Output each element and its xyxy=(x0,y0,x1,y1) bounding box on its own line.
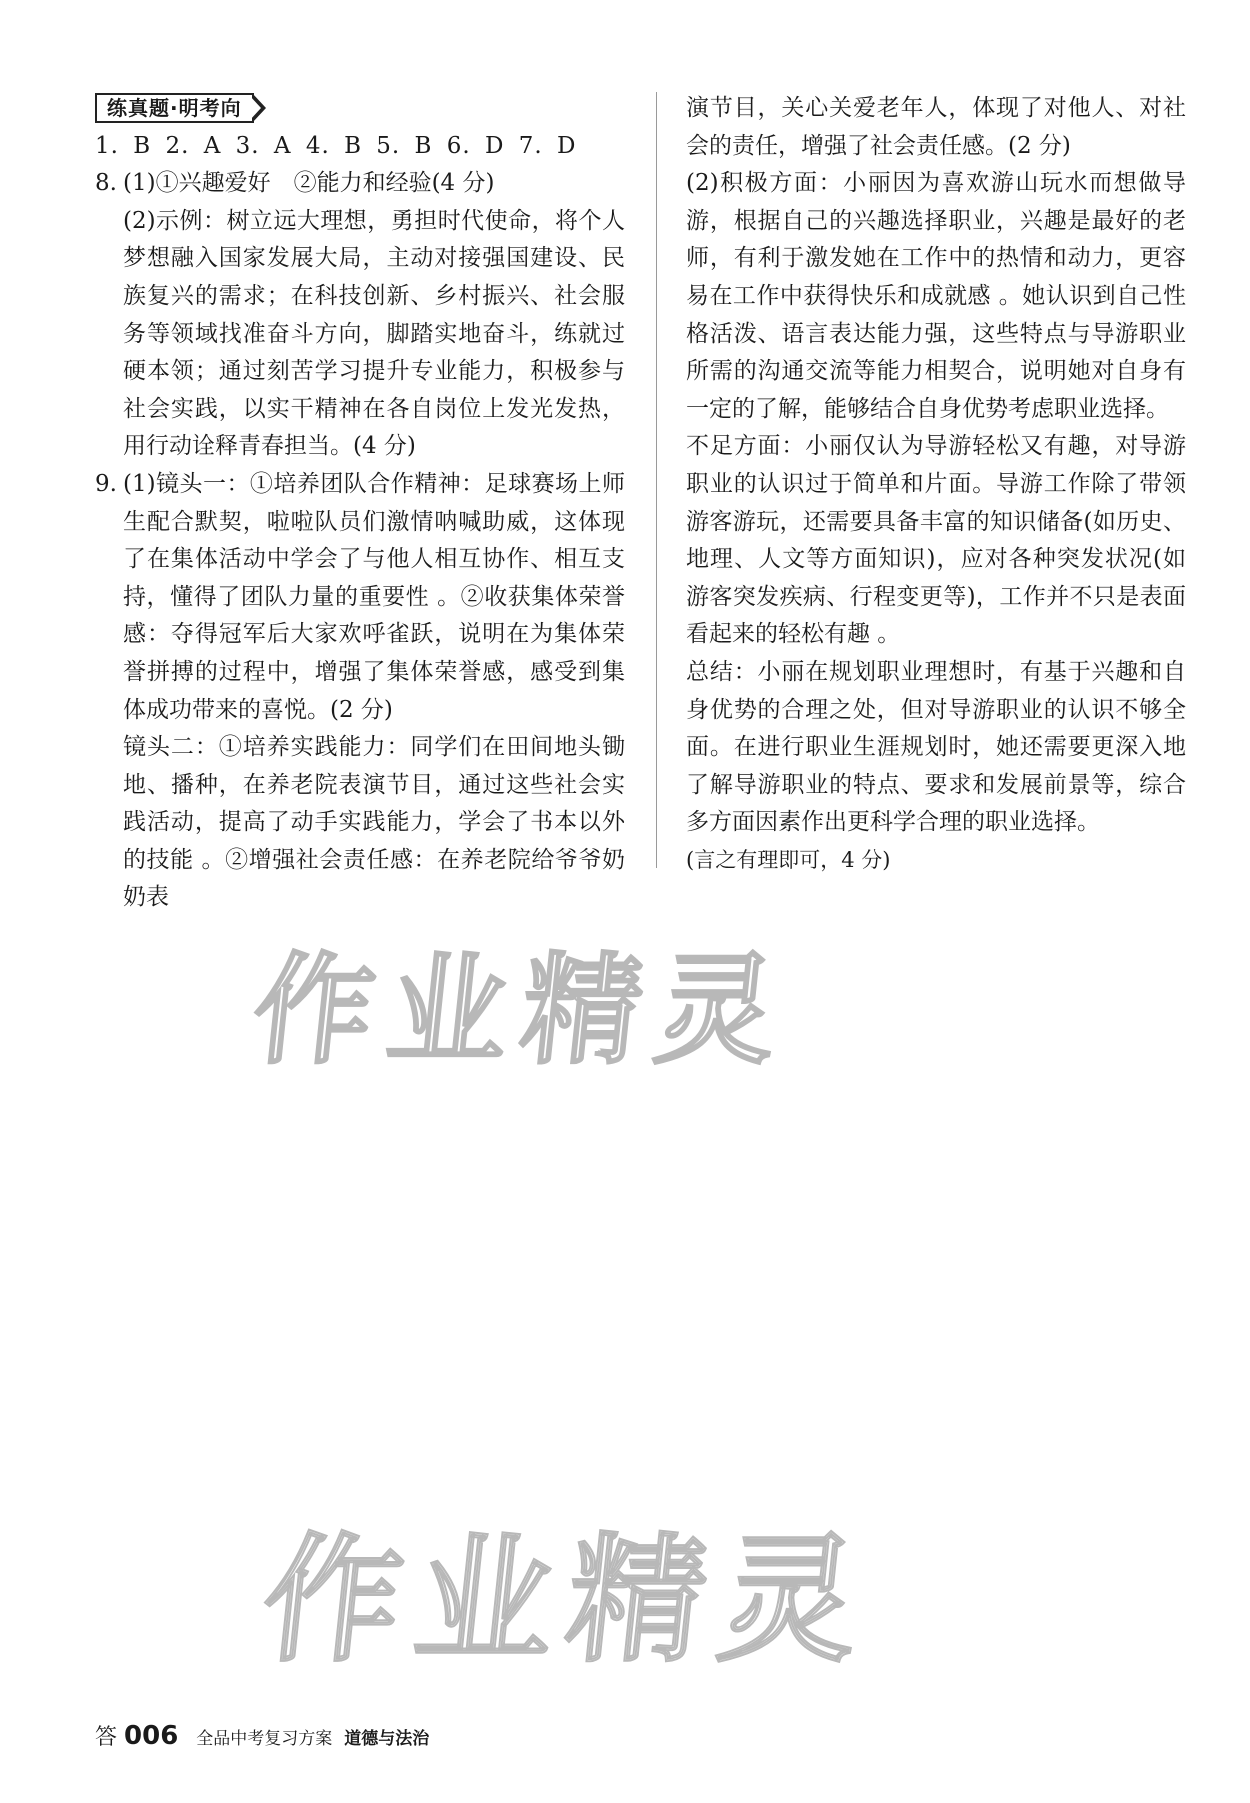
section-header xyxy=(95,93,266,123)
multiple-choice-answers: 1. B 2. A 3. A 4. B 5. B 6. D 7. D xyxy=(95,132,577,159)
q9-scene2-continued: 演节目，关心关爱老年人，体现了对他人、对社会的责任，增强了社会责任感。(2 分) xyxy=(686,95,1186,159)
q9-part2-summary: 总结：小丽在规划职业理想时，有基于兴趣和自身优势的合理之处，但对导游职业的认识不够全面。在进行职业生涯规划时，她还需要更深入地了解导游职业的特点、要求和发展前景等，综合多方面因素作出更科学合理的职业选择。 xyxy=(686,658,1186,836)
q9-part2-positive: (2)积极方面：小丽因为喜欢游山玩水而想做导游，根据自己的兴趣选择职业，兴趣是最好的老师，有利于激发她在工作中的热情和动力，更容易在工作中获得快乐和成就感 。她认识到自己性格活泼、语言表达能力强，这些特点与导游职业所需的沟通交流等能力相契合，说明她对自身有一定的了解，能够结合自身优势考虑职业选择。 xyxy=(686,170,1186,422)
scoring-note: (言之有理即可，4 分) xyxy=(686,847,891,872)
q9-scene2: 镜头二：①培养实践能力：同学们在田间地头锄地、播种，在养老院表演节目，通过这些社会实践活动，提高了动手实践能力，学会了书本以外的技能 。②增强社会责任感：在养老院给爷爷奶奶表 xyxy=(123,734,625,911)
column-divider xyxy=(656,92,657,868)
subject-title: 道德与法治 xyxy=(344,1729,430,1749)
q8-part1: (1)①兴趣爱好 ②能力和经验(4 分) xyxy=(123,170,495,197)
page-number-block xyxy=(95,1720,178,1751)
watermark: 作业精灵 xyxy=(255,1520,881,1681)
page-prefix: 答 xyxy=(95,1725,118,1750)
q9-part2-negative: 不足方面：小丽仅认为导游轻松又有趣，对导游职业的认识过于简单和片面。导游工作除了带领游客游玩，还需要具备丰富的知识储备(如历史、地理、人文等方面知识)，应对各种突发状况(如游客突发疾病、行程变更等)，工作并不只是表面看起来的轻松有趣 。 xyxy=(686,433,1186,648)
q8-part2: (2)示例：树立远大理想，勇担时代使命，将个人梦想融入国家发展大局，主动对接强国建设、民族复兴的需求；在科技创新、乡村振兴、社会服务等领域找准奋斗方向，脚踏实地奋斗，练就过硬本领；通过刻苦学习提升专业能力，积极参与社会实践，以实干精神在各自岗位上发光发热，用行动诠释青春担当。(4 分) xyxy=(123,207,625,460)
watermark: 作业精灵 xyxy=(246,942,798,1081)
page-number: 006 xyxy=(124,1721,179,1751)
book-title: 全品中考复习方案 xyxy=(196,1729,333,1749)
question-number: 8. xyxy=(95,170,117,197)
page-footer xyxy=(95,1720,429,1751)
right-column xyxy=(686,90,1186,879)
q9-scene1: (1)镜头一：①培养团队合作精神：足球赛场上师生配合默契，啦啦队员们激情呐喊助威，这体现了在集体活动中学会了与他人相互协作、相互支持，懂得了团队力量的重要性 。②收获集体荣誉感：夺得冠军后大家欢呼雀跃，说明在为集体荣誉拼搏的过程中，增强了集体荣誉感，感受到集体成功带来的喜悦。(2 分) xyxy=(123,470,625,723)
left-column xyxy=(95,90,625,917)
question-8 xyxy=(95,165,625,466)
question-number: 9. xyxy=(95,470,117,497)
question-9 xyxy=(95,466,625,917)
section-arrow-icon xyxy=(252,93,266,123)
section-title: 练真题·明考向 xyxy=(95,93,254,123)
